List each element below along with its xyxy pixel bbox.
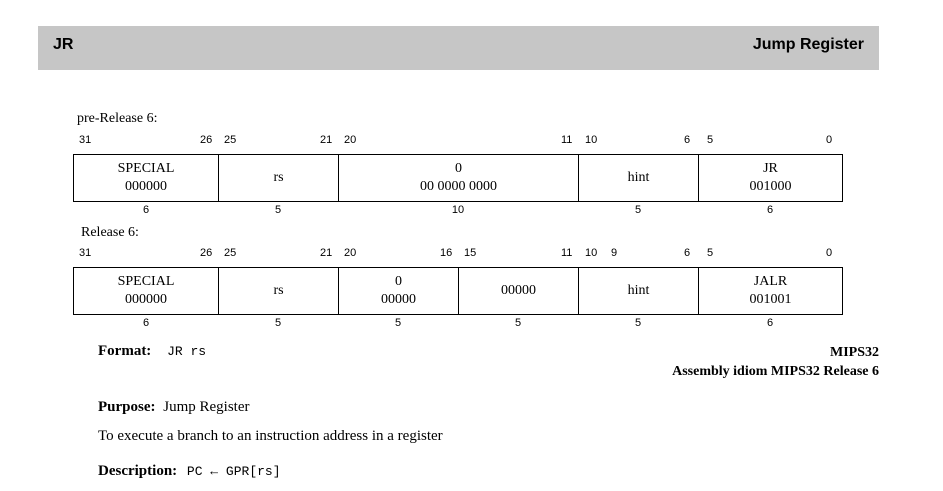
bit-number: 26 [200, 134, 213, 146]
field-zero [339, 155, 579, 201]
description-text: PC ← GPR[rs] [186, 464, 281, 479]
format-line [98, 343, 206, 360]
purpose-label: Purpose: [98, 399, 156, 415]
bit-number: 20 [344, 134, 357, 146]
bit-number: 25 [224, 134, 237, 146]
field-function [699, 268, 842, 314]
field-value: 001000 [749, 179, 792, 194]
instruction-header [38, 26, 879, 70]
bit-number: 20 [344, 247, 357, 259]
field-width: 6 [142, 317, 150, 329]
format-label: Format: [98, 343, 152, 359]
field-name: SPECIAL [117, 274, 175, 289]
field-width: 6 [766, 317, 774, 329]
field-name: 0 [455, 161, 462, 176]
field-name: hint [627, 283, 650, 298]
bit-number: 21 [320, 134, 333, 146]
field-value: 00 0000 0000 [420, 179, 497, 194]
bit-number: 21 [320, 247, 333, 259]
purpose-value: Jump Register [163, 399, 250, 415]
bit-number: 10 [585, 247, 598, 259]
field-value: 000000 [125, 292, 167, 307]
description-label: Description: [98, 463, 178, 479]
field-name: hint [627, 170, 650, 185]
field-value: 00000 [381, 292, 416, 307]
field-width: 5 [634, 317, 642, 329]
field-hint [579, 155, 699, 201]
field-rs [219, 155, 339, 201]
isa-note: Assembly idiom MIPS32 Release 6 [672, 364, 879, 379]
field-special [74, 155, 219, 201]
release6-title: Release 6: [81, 225, 139, 240]
bit-number: 16 [440, 247, 453, 259]
field-name: rs [273, 170, 284, 185]
bit-number: 6 [684, 134, 691, 146]
bit-number: 11 [561, 134, 573, 146]
purpose-text: To execute a branch to an instruction address in a register [98, 428, 443, 444]
field-name: JR [763, 161, 778, 176]
release6-encoding-table [73, 267, 843, 315]
bit-number: 5 [707, 247, 714, 259]
bit-number: 10 [585, 134, 598, 146]
field-width: 5 [394, 317, 402, 329]
instruction-name: Jump Register [752, 36, 864, 53]
field-hint [579, 268, 699, 314]
bit-number: 0 [826, 247, 833, 259]
field-name: 0 [395, 274, 402, 289]
field-zero [339, 268, 459, 314]
pre-release-encoding-table [73, 154, 843, 202]
bit-number: 31 [79, 134, 92, 146]
field-function [699, 155, 842, 201]
bit-number: 26 [200, 247, 213, 259]
field-name: 00000 [501, 283, 536, 298]
field-width: 5 [274, 204, 282, 216]
field-value: 000000 [125, 179, 167, 194]
bit-number: 5 [707, 134, 714, 146]
field-special [74, 268, 219, 314]
field-rs [219, 268, 339, 314]
bit-number: 31 [79, 247, 92, 259]
bit-number: 11 [561, 247, 573, 259]
field-name: SPECIAL [117, 161, 175, 176]
field-width: 5 [514, 317, 522, 329]
purpose-line [98, 399, 250, 416]
format-syntax: JR rs [167, 344, 207, 359]
bit-number: 25 [224, 247, 237, 259]
bit-number: 9 [611, 247, 618, 259]
bit-number: 0 [826, 134, 833, 146]
description-line [98, 463, 281, 480]
field-name: JALR [753, 274, 788, 289]
field-width: 5 [634, 204, 642, 216]
field-name: rs [273, 283, 284, 298]
field-width: 6 [766, 204, 774, 216]
instruction-mnemonic: JR [53, 36, 74, 53]
field-width: 10 [451, 204, 465, 216]
isa-name: MIPS32 [830, 345, 879, 360]
pre-release-title: pre-Release 6: [77, 111, 158, 126]
field-value: 001001 [749, 292, 792, 307]
isa-info [672, 343, 879, 381]
field-rd [459, 268, 579, 314]
field-width: 5 [274, 317, 282, 329]
field-width: 6 [142, 204, 150, 216]
bit-number: 15 [464, 247, 477, 259]
bit-number: 6 [684, 247, 691, 259]
